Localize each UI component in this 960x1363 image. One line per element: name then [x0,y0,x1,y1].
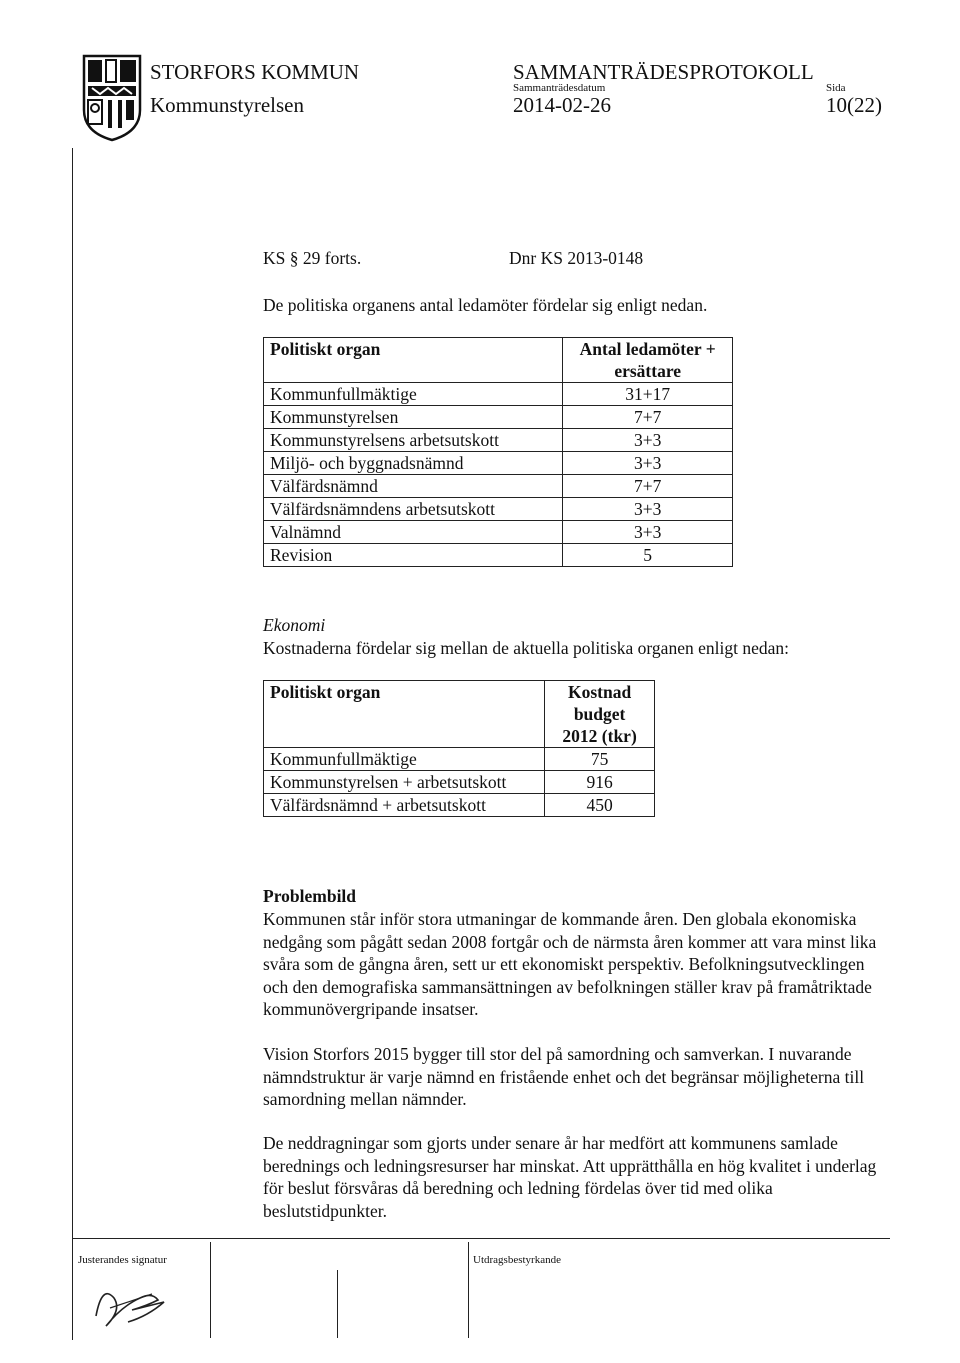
footer-divider [210,1242,211,1338]
table-cell: Välfärdsnämndens arbetsutskott [264,498,563,521]
problembild-heading: Problembild [263,886,357,906]
members-col-organ: Politiskt organ [264,338,563,383]
members-col-count-line2: ersättare [614,361,682,381]
ekonomi-text: Kostnaderna fördelar sig mellan de aktuella politiska organen enligt nedan: [263,638,789,658]
table-cell: Revision [264,544,563,567]
table-row [264,498,733,521]
ekonomi-heading: Ekonomi [263,615,326,635]
extract-label: Utdragsbestyrkande [473,1254,561,1266]
table-cell: 3+3 [563,521,733,544]
handwritten-signature [92,1276,172,1338]
meeting-date: 2014-02-26 [513,93,611,117]
document-type: SAMMANTRÄDESPROTOKOLL [513,60,814,84]
table-cell: 450 [545,794,655,817]
table-cell: Valnämnd [264,521,563,544]
table-cell: Kommunfullmäktige [264,748,545,771]
cost-col-organ: Politiskt organ [264,681,545,748]
cost-col-budget-line3: 2012 (tkr) [562,726,637,746]
table-cell: Välfärdsnämnd [264,475,563,498]
table-cell: Kommunstyrelsens arbetsutskott [264,429,563,452]
section-reference: KS § 29 forts. [263,248,362,268]
table-cell: Kommunstyrelsen + arbetsutskott [264,771,545,794]
table-row [264,748,655,771]
table-cell: 7+7 [563,475,733,498]
table-row [264,771,655,794]
problembild-paragraph-1: Kommunen står inför stora utmaningar de kommande åren. Den globala ekonomiska nedgång som pågått sedan 2008 fortgår och de närmsta åren kommer att vara minst lika svåra som de gångna åren, sett ur ett ekonomiskt perspektiv. Befolkningsutvecklingen och den demografiska sammansättningen av befolkningen ställer krav på framåtriktade kommunövergripande insatser. [263,909,877,1019]
table-cell: 31+17 [563,383,733,406]
municipality-coat-of-arms-logo [80,52,144,142]
table-row [264,406,733,429]
table-cell: Kommunfullmäktige [264,383,563,406]
table-cell: Miljö- och byggnadsnämnd [264,452,563,475]
org-name: STORFORS KOMMUN [150,60,360,84]
problembild-paragraph-3: De neddragningar som gjorts under senare år har medfört att kommunens samlade berednings och ledningsresurser har minskat. Att upprätthålla en hög kvalitet i underlag för beslut försvåras då beredning och ledning fördelas över tid med olika beslutstidpunkter. [263,1133,877,1221]
department: Kommunstyrelsen [150,93,304,117]
date-label: Sammanträdesdatum [513,82,606,94]
signature-label: Justerandes signatur [78,1254,167,1266]
footer-divider [337,1270,338,1338]
table-cell: 5 [563,544,733,567]
table-row [264,452,733,475]
table-cell: Kommunstyrelsen [264,406,563,429]
table-row [264,521,733,544]
members-table [263,337,733,567]
problembild-paragraph-2: Vision Storfors 2015 bygger till stor del på samordning och samverkan. I nuvarande nämndstruktur är varje nämnd en fristående enhet och det begränsar möjligheterna till samordning mellan nämnder. [263,1044,865,1109]
left-margin-rule [72,148,73,1340]
table-cell: 75 [545,748,655,771]
table-row [264,383,733,406]
cost-table-header [264,681,655,748]
diary-number: Dnr KS 2013-0148 [509,248,644,268]
footer-divider [468,1242,469,1338]
members-col-count [563,338,733,383]
cost-col-budget-line2: budget [573,704,626,724]
page-label: Sida [826,82,846,94]
cost-col-budget-line1: Kostnad [567,682,632,702]
page-number: 10(22) [826,93,882,117]
cost-table [263,680,655,817]
members-col-count-line1: Antal ledamöter + [579,339,716,359]
table-cell: Välfärdsnämnd + arbetsutskott [264,794,545,817]
table-cell: 916 [545,771,655,794]
members-table-header [264,338,733,383]
table-cell: 7+7 [563,406,733,429]
cost-col-budget [545,681,655,748]
intro-text: De politiska organens antal ledamöter fördelar sig enligt nedan. [263,295,708,315]
table-cell: 3+3 [563,452,733,475]
table-row [264,429,733,452]
footer-rule [72,1238,890,1239]
table-row [264,475,733,498]
table-cell: 3+3 [563,429,733,452]
table-row [264,544,733,567]
table-cell: 3+3 [563,498,733,521]
table-row [264,794,655,817]
